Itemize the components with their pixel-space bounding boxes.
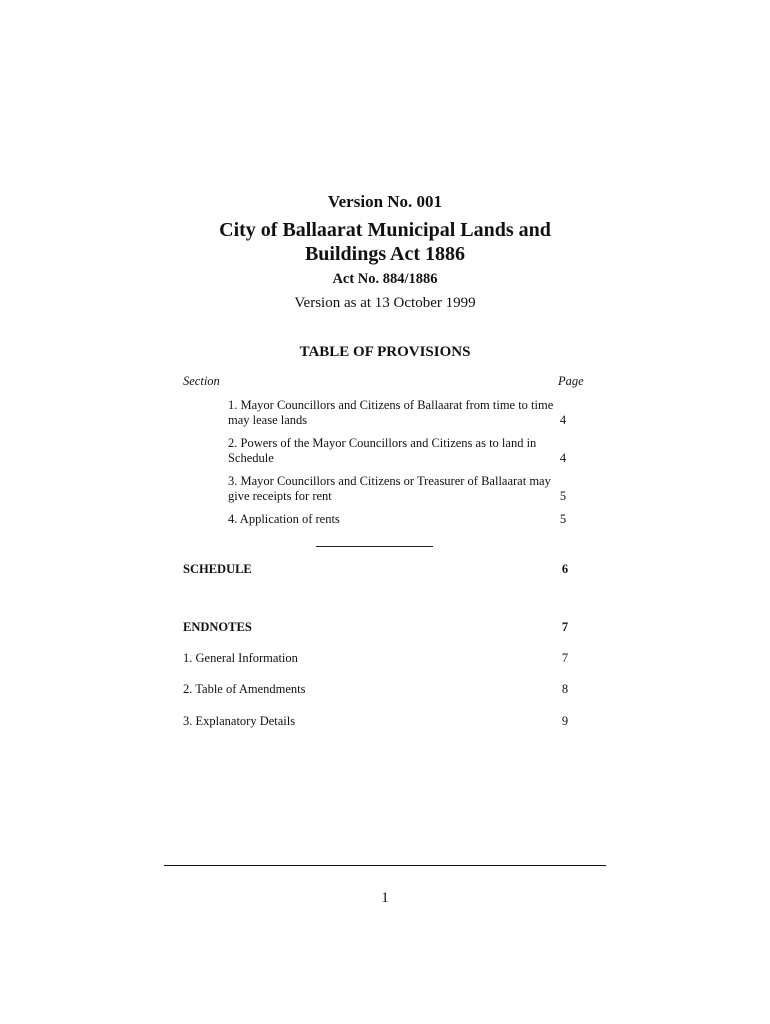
toc-section-2-link[interactable]: 2. Powers of the Mayor Councillors and Citizens as to land in Schedule — [228, 436, 537, 465]
toc-schedule-link[interactable]: SCHEDULE — [183, 562, 252, 576]
toc-section-4-link[interactable]: 4. Application of rents — [228, 512, 340, 526]
section-divider — [316, 546, 433, 547]
toc-schedule-page: 6 — [561, 562, 569, 576]
endnote-item-2-page: 8 — [561, 682, 569, 696]
version-number: Version No. 001 — [327, 192, 443, 211]
toc-heading: TABLE OF PROVISIONS — [299, 344, 471, 360]
endnote-item-3-link[interactable]: 3. Explanatory Details — [183, 714, 296, 728]
toc-section-3-link[interactable]: 3. Mayor Councillors and Citizens or Treasurer of Ballaarat may give receipts for rent — [228, 474, 551, 503]
act-number: Act No. 884/1886 — [332, 271, 438, 287]
section-column-label: Section — [183, 374, 220, 388]
version-date: Version as at 13 October 1999 — [294, 295, 476, 311]
toc-endnotes-page: 7 — [561, 620, 569, 634]
toc-section-1-link[interactable]: 1. Mayor Councillors and Citizens of Ballaarat from time to time may lease lands — [228, 398, 554, 427]
toc-section-2-page: 4 — [559, 451, 567, 465]
endnote-item-1-page: 7 — [561, 651, 569, 665]
toc-section-1-page: 4 — [559, 413, 567, 427]
endnote-item-1-link[interactable]: 1. General Information — [183, 651, 298, 665]
page-column-label: Page — [558, 374, 584, 388]
act-title-line-1: City of Ballaarat Municipal Lands and — [219, 219, 551, 241]
page-number: 1 — [381, 890, 389, 906]
endnote-item-2-link[interactable]: 2. Table of Amendments — [183, 682, 306, 696]
endnote-item-3-page: 9 — [561, 714, 569, 728]
footer-rule — [164, 865, 606, 866]
toc-endnotes-link[interactable]: ENDNOTES — [183, 620, 252, 634]
toc-section-4-page: 5 — [559, 512, 567, 526]
toc-section-3-page: 5 — [559, 489, 567, 503]
act-title-line-2: Buildings Act 1886 — [304, 243, 466, 265]
